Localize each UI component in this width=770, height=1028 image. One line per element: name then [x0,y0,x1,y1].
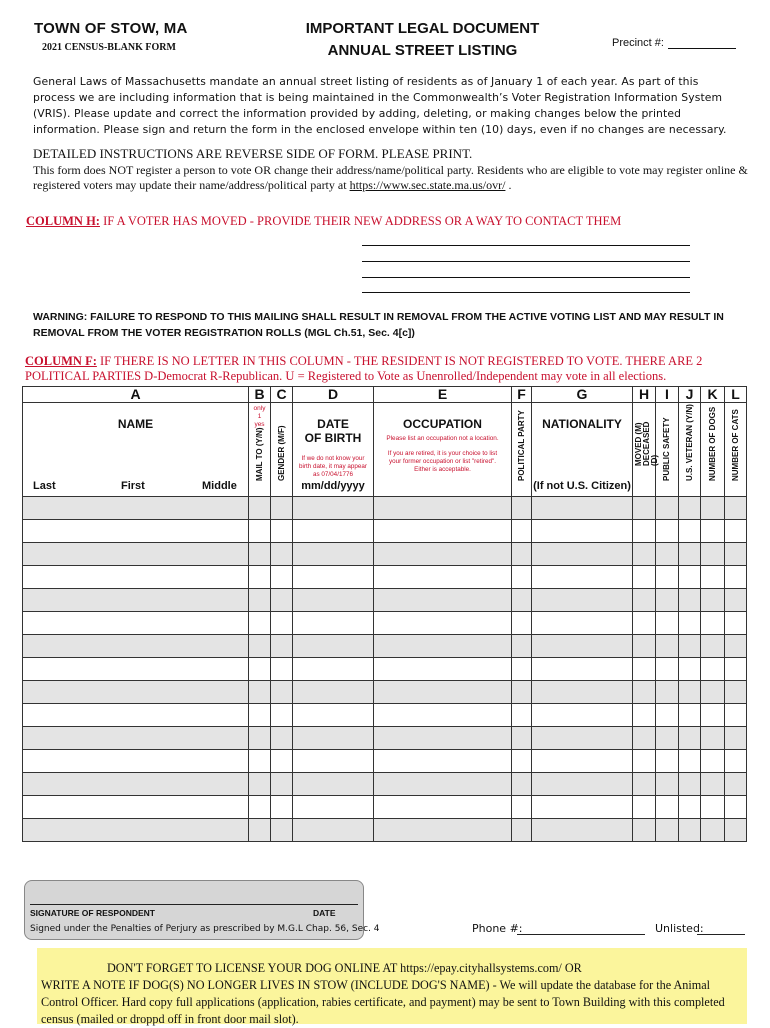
table-cell[interactable] [23,543,249,566]
table-row [23,704,747,727]
table-cell[interactable] [532,773,633,796]
moved-label: MOVED (M) DECEASED (D) [634,421,659,466]
table-cell[interactable] [249,612,271,635]
perjury-statement: Signed under the Penalties of Perjury as prescribed by M.G.L Chap. 56, Sec. 4 [30,924,380,934]
column-f-text: IF THERE IS NO LETTER IN THIS COLUMN - THE RESIDENT IS NOT REGISTERED TO VOTE. THERE ARE 2 POLITICAL PARTIES D-Democrat R-Republican. U = Registered to Vote as Unenrolled/Independent may vote in all elections. [25,354,703,383]
table-cell[interactable] [633,773,656,796]
veteran-label: U.S. VETERAN (Y/N) [684,404,694,481]
table-cell[interactable] [271,681,293,704]
warning-text: WARNING: FAILURE TO RESPOND TO THIS MAILING SHALL RESULT IN REMOVAL FROM THE ACTIVE VOTING LIST AND MAY RESULT IN REMOVAL FROM THE VOTER REGISTRATION ROLLS (MGL Ch.51, Sec. 4[c]) [33,311,724,339]
table-row [23,681,747,704]
table-cell[interactable] [249,819,271,842]
new-address-line[interactable] [362,277,690,278]
political-party-label: POLITICAL PARTY [516,410,526,481]
table-cell[interactable] [374,819,512,842]
column-letter: C [271,387,293,403]
table-cell[interactable] [271,750,293,773]
table-cell[interactable] [725,727,747,750]
table-cell[interactable] [656,566,679,589]
column-h-note [26,214,621,229]
table-cell[interactable] [249,773,271,796]
table-cell[interactable] [271,566,293,589]
table-cell[interactable] [249,497,271,520]
table-cell[interactable] [679,704,701,727]
table-cell[interactable] [532,819,633,842]
table-cell[interactable] [512,589,532,612]
table-cell[interactable] [293,520,374,543]
table-cell[interactable] [271,635,293,658]
table-cell[interactable] [249,566,271,589]
table-cell[interactable] [271,520,293,543]
table-cell[interactable] [512,704,532,727]
dob-format: mm/dd/yyyy [301,480,365,492]
table-cell[interactable] [725,819,747,842]
occupation-note: Please list an occupation not a location. [386,435,499,442]
table-cell[interactable] [374,796,512,819]
table-cell[interactable] [656,589,679,612]
table-cell[interactable] [271,658,293,681]
table-cell[interactable] [701,750,725,773]
street-listing-table [22,386,747,842]
signature-label: SIGNATURE OF RESPONDENT [30,908,155,918]
table-cell[interactable] [679,681,701,704]
table-cell[interactable] [532,520,633,543]
table-cell[interactable] [532,566,633,589]
nationality-header: NATIONALITY [542,417,622,431]
signature-field[interactable] [30,904,358,905]
table-cell[interactable] [656,796,679,819]
table-cell[interactable] [679,635,701,658]
table-cell[interactable] [656,727,679,750]
phone-label: Phone #: [472,922,523,935]
table-cell[interactable] [633,543,656,566]
table-cell[interactable] [293,750,374,773]
table-cell[interactable] [23,773,249,796]
table-cell[interactable] [656,612,679,635]
column-letter: B [249,387,271,403]
table-cell[interactable] [633,658,656,681]
table-cell[interactable] [249,520,271,543]
table-cell[interactable] [271,589,293,612]
table-cell[interactable] [249,704,271,727]
table-cell[interactable] [679,589,701,612]
table-cell[interactable] [374,566,512,589]
column-f-label: COLUMN F: [25,354,97,368]
table-cell[interactable] [701,819,725,842]
table-cell[interactable] [23,727,249,750]
dob-header-line1: DATE [317,417,349,431]
table-cell[interactable] [725,543,747,566]
table-cell[interactable] [679,658,701,681]
table-cell[interactable] [725,658,747,681]
column-f-note [25,354,750,384]
table-cell[interactable] [633,819,656,842]
table-cell[interactable] [701,773,725,796]
table-cell[interactable] [656,497,679,520]
column-letter: G [532,387,633,403]
table-cell[interactable] [532,681,633,704]
table-cell[interactable] [374,727,512,750]
dob-header-line2: OF BIRTH [304,431,362,445]
table-cell[interactable] [271,497,293,520]
table-cell[interactable] [249,750,271,773]
table-row [23,635,747,658]
listing-rows [23,497,747,842]
public-safety-label: PUBLIC SAFETY [662,417,671,481]
cats-label: NUMBER OF CATS [730,409,740,481]
dog-license-notice [37,948,747,1024]
table-cell[interactable] [271,612,293,635]
table-cell[interactable] [374,520,512,543]
table-cell[interactable] [374,543,512,566]
table-cell[interactable] [23,520,249,543]
table-cell[interactable] [656,520,679,543]
table-cell[interactable] [271,543,293,566]
table-cell[interactable] [512,612,532,635]
table-cell[interactable] [633,589,656,612]
table-cell[interactable] [374,681,512,704]
public-safety-header-cell [656,403,679,497]
ovr-link[interactable]: https://www.sec.state.ma.us/ovr/ [349,178,506,192]
mail-to-header-cell [249,403,271,497]
new-address-line[interactable] [362,245,690,246]
table-cell[interactable] [633,681,656,704]
column-letter: F [512,387,532,403]
table-cell[interactable] [23,681,249,704]
table-cell[interactable] [701,497,725,520]
column-letter: J [679,387,701,403]
table-cell[interactable] [293,497,374,520]
phone-field[interactable] [517,934,645,935]
table-cell[interactable] [656,543,679,566]
table-row [23,819,747,842]
table-cell[interactable] [23,612,249,635]
table-cell[interactable] [725,497,747,520]
table-cell[interactable] [725,750,747,773]
column-letter: A [23,387,249,403]
table-row [23,773,747,796]
table-cell[interactable] [293,681,374,704]
table-cell[interactable] [374,635,512,658]
table-cell[interactable] [532,704,633,727]
name-first-label: First [121,480,145,492]
occupation-header-cell [374,403,512,497]
table-cell[interactable] [293,566,374,589]
gender-label: GENDER (M/F) [276,425,286,481]
table-cell[interactable] [23,589,249,612]
table-cell[interactable] [293,704,374,727]
table-cell[interactable] [679,727,701,750]
form-name: 2021 CENSUS-BLANK FORM [42,42,176,53]
table-cell[interactable] [271,727,293,750]
table-cell[interactable] [656,773,679,796]
name-last-label: Last [33,480,56,492]
table-cell[interactable] [293,819,374,842]
table-cell[interactable] [725,704,747,727]
table-cell[interactable] [532,658,633,681]
table-cell[interactable] [656,681,679,704]
table-cell[interactable] [725,681,747,704]
name-header-cell [23,403,249,497]
table-cell[interactable] [374,750,512,773]
name-header: NAME [117,417,154,431]
table-cell[interactable] [23,819,249,842]
table-cell[interactable] [512,543,532,566]
table-cell[interactable] [701,566,725,589]
table-cell[interactable] [23,658,249,681]
table-row [23,796,747,819]
table-cell[interactable] [249,727,271,750]
table-cell[interactable] [701,681,725,704]
name-middle-label: Middle [202,480,237,492]
table-cell[interactable] [633,612,656,635]
precinct-label: Precinct #: [612,37,664,49]
table-cell[interactable] [512,497,532,520]
notice-line1: DON'T FORGET TO LICENSE YOUR DOG ONLINE AT https://epay.cityhallsystems.com/ OR [107,961,582,975]
table-cell[interactable] [725,773,747,796]
table-cell[interactable] [633,796,656,819]
table-cell[interactable] [512,681,532,704]
table-cell[interactable] [293,589,374,612]
table-cell[interactable] [271,773,293,796]
table-cell[interactable] [725,796,747,819]
table-cell[interactable] [271,704,293,727]
table-cell[interactable] [656,658,679,681]
table-row [23,566,747,589]
table-cell[interactable] [249,681,271,704]
table-cell[interactable] [701,635,725,658]
table-cell[interactable] [249,635,271,658]
veteran-header-cell [679,403,701,497]
table-cell[interactable] [701,796,725,819]
mail-to-note: only 1 yes [253,405,266,428]
table-cell[interactable] [701,589,725,612]
document-subtitle: ANNUAL STREET LISTING [327,42,518,59]
table-cell[interactable] [679,773,701,796]
table-cell[interactable] [532,612,633,635]
moved-header-cell [633,403,659,497]
column-letter: L [725,387,747,403]
table-cell[interactable] [701,520,725,543]
table-row [23,589,747,612]
table-cell[interactable] [725,635,747,658]
table-cell[interactable] [532,727,633,750]
notice-line2: WRITE A NOTE IF DOG(S) NO LONGER LIVES IN STOW (INCLUDE DOG'S NAME) - We will update the database for the Animal Control Officer. Hard copy full applications (application, rabies certificate, and payment) may be sent to Town Building with this completed census (mailed or droppd off in front door mail slot). [41,978,725,1026]
table-cell[interactable] [293,727,374,750]
table-cell[interactable] [701,704,725,727]
table-cell[interactable] [656,704,679,727]
table-cell[interactable] [249,589,271,612]
table-cell[interactable] [633,566,656,589]
table-cell[interactable] [512,520,532,543]
instructions-heading: DETAILED INSTRUCTIONS ARE REVERSE SIDE OF FORM. PLEASE PRINT. [33,146,473,161]
occupation-header: OCCUPATION [403,417,482,431]
table-cell[interactable] [271,819,293,842]
table-cell[interactable] [633,727,656,750]
table-cell[interactable] [293,612,374,635]
column-letter: K [701,387,725,403]
town-name: TOWN OF STOW, MA [34,20,188,37]
column-letter: D [293,387,374,403]
table-cell[interactable] [633,497,656,520]
table-row [23,727,747,750]
table-cell[interactable] [374,612,512,635]
table-cell[interactable] [23,796,249,819]
dogs-label: NUMBER OF DOGS [707,406,717,481]
nationality-header-cell [532,403,633,497]
table-cell[interactable] [512,635,532,658]
table-cell[interactable] [249,658,271,681]
table-cell[interactable] [679,819,701,842]
table-cell[interactable] [23,497,249,520]
column-letter: E [374,387,512,403]
table-cell[interactable] [633,635,656,658]
table-cell[interactable] [512,658,532,681]
table-cell[interactable] [656,635,679,658]
table-cell[interactable] [679,566,701,589]
table-cell[interactable] [701,612,725,635]
table-cell[interactable] [374,704,512,727]
table-cell[interactable] [374,589,512,612]
table-cell[interactable] [293,635,374,658]
nationality-note: (If not U.S. Citizen) [533,480,631,492]
table-cell[interactable] [656,819,679,842]
column-letter: H [633,387,656,403]
political-party-header-cell [512,403,532,497]
table-cell[interactable] [512,796,532,819]
table-cell[interactable] [679,497,701,520]
table-cell[interactable] [532,543,633,566]
table-cell[interactable] [293,543,374,566]
occupation-retired-note: If you are retired, it is your choice to list your former occupation or list "retired". Either is acceptable. [387,450,498,473]
table-cell[interactable] [701,543,725,566]
table-cell[interactable] [293,796,374,819]
table-cell[interactable] [23,566,249,589]
signature-date-label: DATE [313,908,336,918]
table-cell[interactable] [633,704,656,727]
table-cell[interactable] [701,658,725,681]
dob-header-cell [293,403,374,497]
instructions-end: . [505,178,512,192]
document-title: IMPORTANT LEGAL DOCUMENT [305,20,540,37]
table-cell[interactable] [701,727,725,750]
table-cell[interactable] [23,704,249,727]
table-cell[interactable] [293,773,374,796]
table-cell[interactable] [532,497,633,520]
table-row [23,658,747,681]
table-cell[interactable] [725,520,747,543]
unlisted-field[interactable] [697,934,745,935]
column-h-label: COLUMN H: [26,214,100,228]
instructions-text [33,163,748,193]
table-cell[interactable] [512,566,532,589]
notice-text [37,948,747,1028]
table-cell[interactable] [532,589,633,612]
column-letter: I [656,387,679,403]
table-cell[interactable] [271,796,293,819]
dob-header [293,417,373,445]
table-cell[interactable] [512,773,532,796]
table-cell[interactable] [512,819,532,842]
table-cell[interactable] [679,543,701,566]
table-row [23,750,747,773]
table-cell[interactable] [374,658,512,681]
table-cell[interactable] [293,658,374,681]
table-cell[interactable] [249,543,271,566]
table-cell[interactable] [532,750,633,773]
table-cell[interactable] [679,612,701,635]
column-letter-row [23,387,747,403]
table-cell[interactable] [23,635,249,658]
table-cell[interactable] [725,589,747,612]
precinct-field[interactable] [668,48,736,49]
table-row [23,520,747,543]
column-h-text: IF A VOTER HAS MOVED - PROVIDE THEIR NEW ADDRESS OR A WAY TO CONTACT THEM [99,214,622,228]
mail-to-label: MAIL TO (Y/N) [254,427,264,481]
table-row [23,497,747,520]
table-cell[interactable] [532,635,633,658]
new-address-line[interactable] [362,292,690,293]
gender-header-cell [271,403,293,497]
table-cell[interactable] [656,750,679,773]
dogs-header-cell [701,403,725,497]
column-header-row [23,403,747,497]
table-cell[interactable] [633,750,656,773]
table-cell[interactable] [725,612,747,635]
table-cell[interactable] [23,750,249,773]
table-cell[interactable] [512,727,532,750]
new-address-line[interactable] [362,261,690,262]
table-cell[interactable] [633,520,656,543]
dob-note: If we do not know your birth date, it may appear as 07/04/1776 [299,455,367,478]
intro-paragraph: General Laws of Massachusetts mandate an annual street listing of residents as of January 1 of each year. As part of this process we are including information that is being maintained in the Commonwealth’s Voter Registration Information System (VRIS). Please update and correct the information provided by adding, deleting, or making changes below the printed information. Please sign and return the form in the enclosed envelope within ten (10) days, even if no changes are necessary. [33,75,727,136]
table-cell[interactable] [679,796,701,819]
table-cell[interactable] [679,520,701,543]
table-cell[interactable] [374,497,512,520]
table-cell[interactable] [679,750,701,773]
table-cell[interactable] [374,773,512,796]
table-row [23,612,747,635]
instructions-body: This form does NOT register a person to vote OR change their address/name/political party. Residents who are eligible to vote may register online & registered voters may update their name/address/political party at [33,163,748,192]
table-cell[interactable] [725,566,747,589]
cats-header-cell [725,403,747,497]
table-row [23,543,747,566]
table-cell[interactable] [512,750,532,773]
table-cell[interactable] [249,796,271,819]
table-cell[interactable] [532,796,633,819]
unlisted-label: Unlisted: [655,922,704,935]
